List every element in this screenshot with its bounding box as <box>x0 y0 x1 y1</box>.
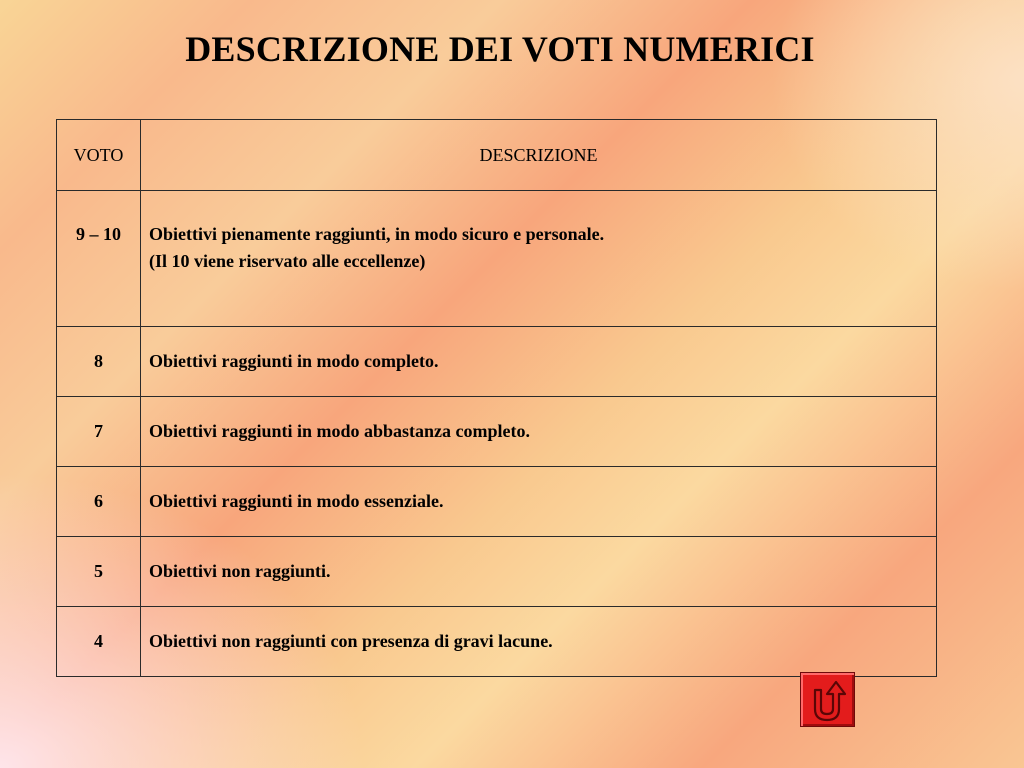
description-cell: Obiettivi raggiunti in modo essenziale. <box>141 467 937 537</box>
header-descrizione: DESCRIZIONE <box>141 120 937 191</box>
table-row <box>57 191 937 327</box>
description-cell: Obiettivi raggiunti in modo completo. <box>141 327 937 397</box>
table-row <box>57 537 937 607</box>
grade-cell: 5 <box>57 537 141 607</box>
grades-table <box>56 119 937 677</box>
u-turn-return-icon <box>801 673 856 728</box>
slide-title: DESCRIZIONE DEI VOTI NUMERICI <box>185 29 815 69</box>
table-header-row <box>57 120 937 191</box>
grade-cell: 7 <box>57 397 141 467</box>
description-cell <box>141 191 937 327</box>
description-cell: Obiettivi non raggiunti. <box>141 537 937 607</box>
description-text: Obiettivi pienamente raggiunti, in modo sicuro e personale. <box>149 224 605 244</box>
grade-cell: 4 <box>57 607 141 677</box>
description-cell: Obiettivi non raggiunti con presenza di gravi lacune. <box>141 607 937 677</box>
grade-cell: 8 <box>57 327 141 397</box>
table-row <box>57 467 937 537</box>
table-row <box>57 327 937 397</box>
description-note: (Il 10 viene riservato alle eccellenze) <box>149 251 426 271</box>
grade-cell: 9 – 10 <box>57 191 141 327</box>
table-row <box>57 607 937 677</box>
grade-cell: 6 <box>57 467 141 537</box>
return-button[interactable] <box>800 672 855 727</box>
table-row <box>57 397 937 467</box>
description-cell: Obiettivi raggiunti in modo abbastanza completo. <box>141 397 937 467</box>
header-voto: VOTO <box>57 120 141 191</box>
